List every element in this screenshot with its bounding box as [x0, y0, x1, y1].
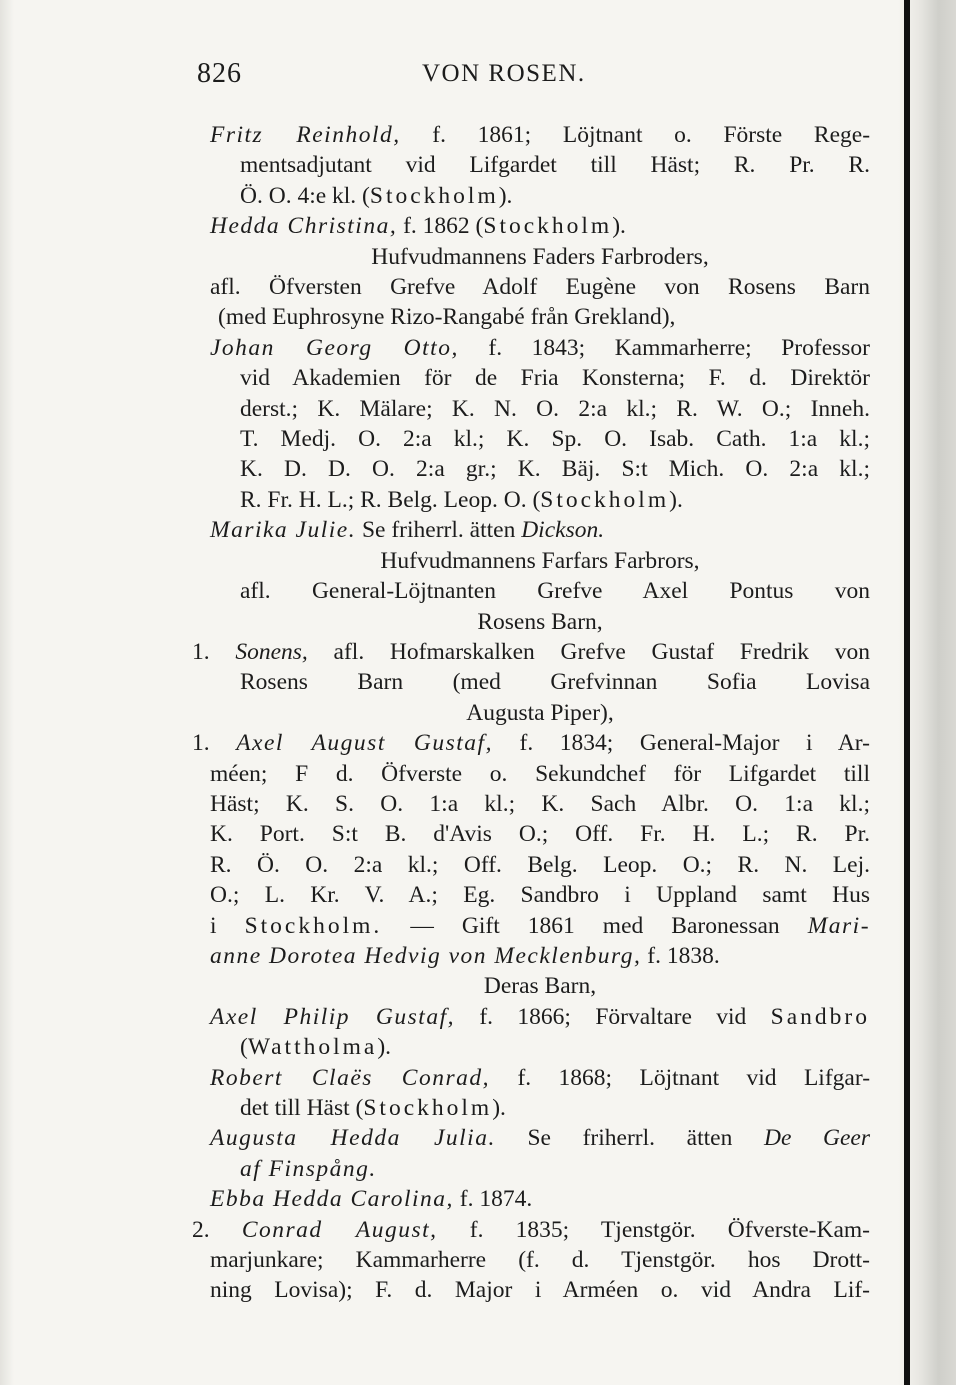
entry-line: Ebba Hedda Carolina, f. 1874. [210, 1186, 533, 1213]
heading-line: Rosens Barn (med Grefvinnan Sofia Lovisa [240, 669, 870, 696]
page-number: 826 [197, 58, 242, 89]
entry-line: i Stockholm. — Gift 1861 med Baronessan Mari- [210, 912, 871, 939]
place-name: Sandbro [770, 1003, 870, 1030]
entry-line: O.; L. Kr. V. A.; Eg. Sandbro i Uppland samt Hus [210, 882, 870, 909]
entry-line: K. Port. S:t B. d'Avis O.; Off. Fr. H. L.; R. Pr. [210, 821, 870, 848]
entry-line: vid Akademien för de Fria Konsterna; F. d. Direktör [240, 365, 870, 392]
heading-line: Hufvudmannens Faders Farbroders, [371, 243, 709, 270]
subheading-deras-barn [210, 971, 870, 1001]
section-label: Sonens, [235, 638, 308, 665]
entry-line: (Wattholma). [240, 1034, 392, 1061]
entry-line: Hedda Christina, f. 1862 (Stockholm). [210, 213, 626, 240]
section-subheading [210, 576, 870, 637]
entry-line: T. Medj. O. 2:a kl.; K. Sp. O. Isab. Cath. 1:a kl.; [240, 426, 870, 453]
entry-conrad-august [192, 1215, 870, 1306]
person-name: Axel Philip Gustaf, [210, 1003, 455, 1030]
entry-line: Häst; K. S. O. 1:a kl.; K. Sach Albr. O. 1:a kl.; [210, 790, 870, 817]
entry-robert-claes-conrad [210, 1063, 870, 1124]
section-heading-fathers-uncle [210, 242, 870, 272]
entry-line: anne Dorotea Hedvig von Mecklenburg, f. 1838. [210, 942, 720, 969]
person-name: Conrad August, [241, 1216, 438, 1243]
entry-line: Johan Georg Otto, f. 1843; Kammarherre; Professor [210, 334, 871, 361]
page-right-edge [898, 0, 956, 1385]
family-reference: De Geer [763, 1125, 871, 1152]
spouse-name: Mari- [807, 912, 871, 939]
family-reference: Dickson. [521, 517, 605, 544]
place-name: Wattholma [247, 1034, 378, 1061]
entry-marika-julie [210, 515, 870, 545]
entry-line: Ö. O. 4:e kl. (Stockholm). [240, 182, 513, 209]
entry-line [210, 1154, 870, 1184]
running-title: VON ROSEN. [422, 60, 586, 87]
entry-line: Axel Philip Gustaf, f. 1866; Förvaltare vid Sandbro [210, 1003, 870, 1030]
page-header [0, 58, 956, 98]
entry-line: Fritz Reinhold, f. 1861; Löjtnant o. Förste Rege- [210, 122, 871, 148]
item-number: 1. [192, 730, 210, 757]
section-heading-grandfathers-uncle [210, 546, 870, 576]
heading-line: Rosens Barn, [477, 608, 603, 635]
place-name: Stockholm [363, 1095, 493, 1121]
heading-line: Augusta Piper), [466, 699, 614, 726]
section-sons [192, 637, 871, 728]
entry-line: derst.; K. Mälare; K. N. O. 2:a kl.; R. W. O.; Inneh. [240, 395, 870, 422]
place-name: Stockholm [369, 182, 499, 209]
entry-fritz-reinhold [210, 120, 870, 211]
place-name: Stockholm. [244, 912, 383, 939]
family-reference: af Finspång. [240, 1155, 377, 1182]
page-left-edge [0, 0, 14, 1385]
entry-line: marjunkare; Kammarherre (f. d. Tjenstgör. hos Drott- [210, 1247, 870, 1274]
entry-line: 2. Conrad August, f. 1835; Tjenstgör. Öfverste-Kam- [192, 1216, 870, 1243]
entry-hedda-christina [210, 211, 870, 241]
person-name: Johan Georg Otto, [210, 334, 459, 361]
heading-line: 1. Sonens, afl. Hofmarskalken Grefve Gustaf Fredrik von [192, 638, 871, 665]
entry-line: méen; F d. Öfverste o. Sekundchef för Lifgardet till [210, 760, 870, 787]
heading-line: (med Euphrosyne Rizo-Rangabé från Grekland), [218, 304, 676, 331]
entry-line: R. Fr. H. L.; R. Belg. Leop. O. (Stockholm). [240, 486, 683, 513]
person-name: Axel August Gustaf, [236, 730, 493, 757]
page-body [192, 120, 871, 1306]
person-name: Augusta Hedda Julia. [210, 1125, 496, 1152]
place-name: Stockholm [540, 486, 670, 513]
entry-line: ning Lovisa); F. d. Major i Arméen o. vid Andra Lif- [210, 1277, 870, 1304]
entry-axel-philip-gustaf [210, 1002, 870, 1063]
entry-line: Augusta Hedda Julia. Se friherrl. ätten De Geer [210, 1125, 871, 1152]
binding-line [904, 0, 910, 1385]
heading-line: afl. Öfversten Grefve Adolf Eugène von Rosens Barn [210, 274, 870, 301]
section-subheading [210, 272, 870, 333]
entry-axel-august-gustaf [192, 728, 871, 971]
entry-augusta-hedda-julia [210, 1123, 870, 1184]
heading-line: Deras Barn, [483, 973, 597, 1000]
person-name: Hedda Christina, [210, 213, 398, 240]
entry-line: mentsadjutant vid Lifgardet till Häst; R. Pr. R. [240, 152, 870, 179]
entry-line: 1. Axel August Gustaf, f. 1834; General-Major i Ar- [192, 730, 870, 757]
spouse-name: anne Dorotea Hedvig von Mecklenburg, [210, 942, 642, 969]
entry-line: K. D. D. O. 2:a gr.; K. Bäj. S:t Mich. O. 2:a kl.; [240, 456, 870, 483]
person-name: Marika Julie. [210, 517, 357, 544]
heading-line: afl. General-Löjtnanten Grefve Axel Pontus von [240, 578, 870, 605]
entry-line: Robert Claës Conrad, f. 1868; Löjtnant vid Lifgar- [210, 1064, 871, 1091]
entry-ebba-hedda-carolina [210, 1184, 870, 1214]
item-number: 2. [192, 1216, 210, 1243]
entry-line: R. Ö. O. 2:a kl.; Off. Belg. Leop. O.; R. N. Lej. [210, 851, 870, 878]
entry-johan-georg-otto [210, 333, 870, 515]
person-name: Fritz Reinhold, [210, 122, 401, 148]
entry-line: Marika Julie. Se friherrl. ätten Dickson. [210, 517, 605, 544]
entry-line: det till Häst (Stockholm). [240, 1095, 506, 1121]
person-name: Robert Claës Conrad, [210, 1064, 491, 1091]
place-name: Stockholm [483, 213, 613, 240]
person-name: Ebba Hedda Carolina, [210, 1186, 454, 1213]
heading-line: Hufvudmannens Farfars Farbrors, [380, 547, 700, 574]
item-number: 1. [192, 638, 210, 665]
